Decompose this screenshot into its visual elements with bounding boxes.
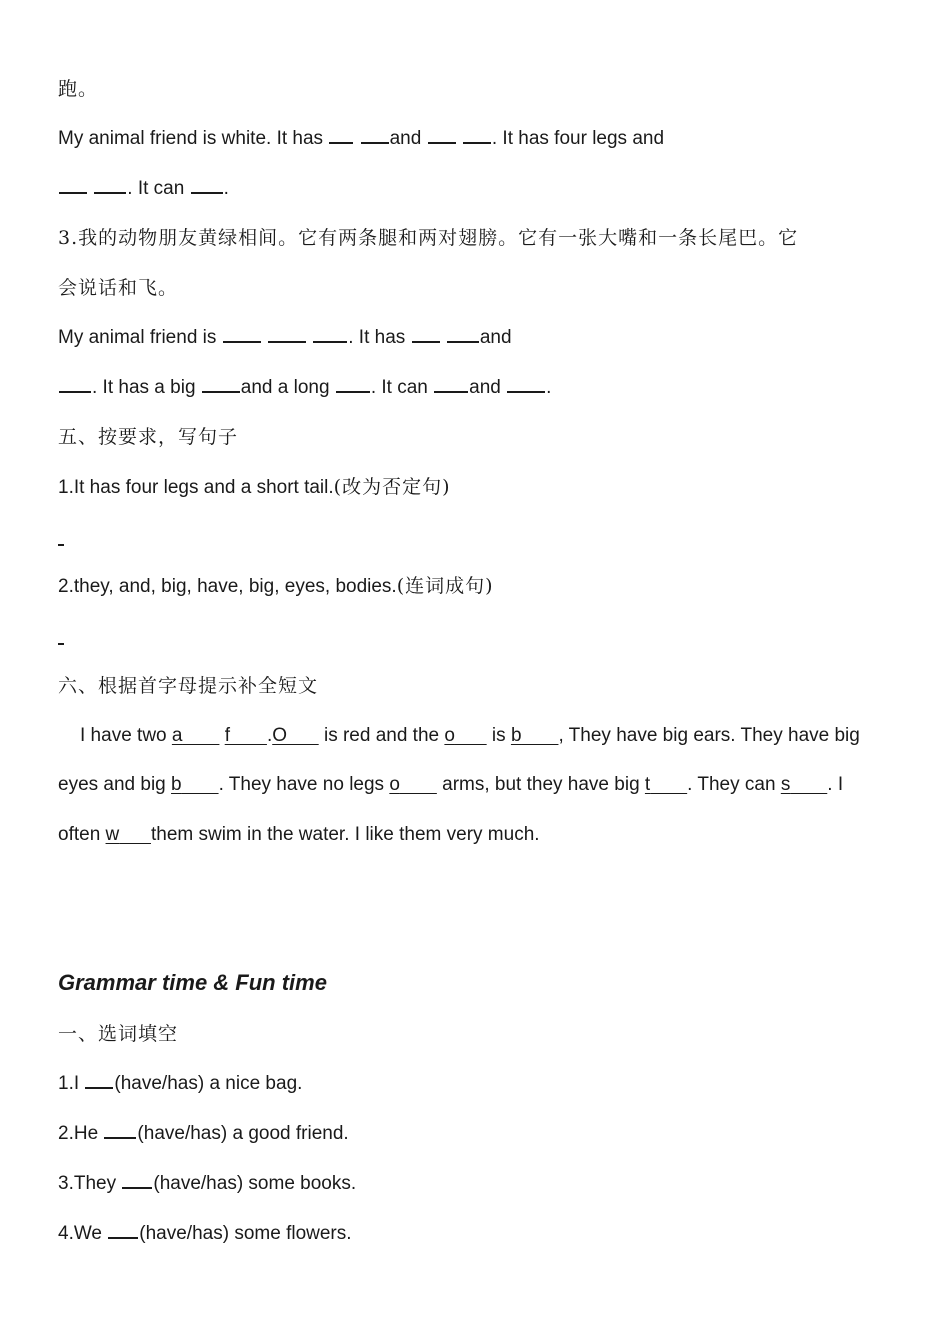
grammar-q3 bbox=[58, 1169, 910, 1198]
hint-o[interactable]: o bbox=[444, 725, 455, 746]
text: . bbox=[223, 178, 229, 199]
text: arms, but they have big bbox=[436, 774, 645, 795]
answer-blank[interactable] bbox=[268, 323, 306, 343]
hint-s[interactable]: s bbox=[780, 774, 791, 795]
grammar-title: Grammar time & Fun time bbox=[58, 970, 327, 995]
grammar-heading: 一、选词填空 bbox=[58, 1023, 179, 1045]
text: 1.I bbox=[58, 1073, 85, 1094]
section-5-q1 bbox=[58, 473, 910, 502]
answer-line-marker[interactable] bbox=[58, 544, 64, 546]
q3-chinese-line-1: 3.我的动物朋友黄绿相间。它有两条腿和两对翅膀。它有一张大嘴和一条长尾巴。它 bbox=[58, 227, 799, 249]
passage-line-1: I have two a f .O is red and the o is b , They have big ears. They have big bbox=[80, 725, 860, 746]
question-text: 1.It has four legs and a short tail. bbox=[58, 477, 334, 498]
answer-blank[interactable] bbox=[85, 1069, 113, 1089]
hint-b[interactable]: b bbox=[171, 774, 182, 795]
q3-english-line-2 bbox=[58, 373, 910, 402]
answer-blank[interactable] bbox=[463, 124, 491, 144]
text: eyes and big bbox=[58, 774, 172, 795]
text: . It can bbox=[370, 377, 434, 398]
answer-blank[interactable] bbox=[428, 124, 456, 144]
text: . They can bbox=[687, 774, 781, 795]
hint-b[interactable]: b bbox=[510, 725, 522, 746]
answer-blank[interactable] bbox=[59, 174, 87, 194]
text: My animal friend is bbox=[58, 327, 222, 348]
answer-blank[interactable] bbox=[361, 124, 389, 144]
answer-blank[interactable] bbox=[434, 373, 468, 393]
hint-w[interactable]: w bbox=[105, 824, 120, 845]
text: often bbox=[58, 824, 106, 845]
text: . bbox=[546, 377, 552, 398]
passage-line-2 bbox=[58, 771, 910, 799]
text: (have/has) some books. bbox=[153, 1173, 357, 1194]
section-6-heading: 六、根据首字母提示补全短文 bbox=[58, 675, 319, 697]
text: 3.They bbox=[58, 1173, 122, 1194]
text: . It has four legs and bbox=[491, 128, 665, 149]
hint-f[interactable]: f bbox=[224, 725, 230, 746]
q3-english-line-1 bbox=[58, 323, 910, 352]
text: (have/has) some flowers. bbox=[139, 1223, 352, 1244]
answer-blank[interactable] bbox=[507, 373, 545, 393]
text: 4.We bbox=[58, 1223, 108, 1244]
answer-blank[interactable] bbox=[94, 174, 126, 194]
text: and bbox=[389, 128, 427, 149]
answer-blank[interactable] bbox=[108, 1219, 138, 1239]
hint-O[interactable]: O bbox=[272, 725, 287, 746]
question-instruction: (改为否定句) bbox=[333, 476, 451, 498]
answer-blank[interactable] bbox=[412, 323, 440, 343]
text: . They have no legs bbox=[218, 774, 390, 795]
answer-blank[interactable] bbox=[202, 373, 240, 393]
answer-blank[interactable] bbox=[59, 373, 91, 393]
passage-line-3 bbox=[58, 821, 910, 849]
answer-blank[interactable] bbox=[313, 323, 347, 343]
text: . It has bbox=[348, 327, 411, 348]
text: is bbox=[486, 725, 511, 746]
answer-blank[interactable] bbox=[191, 174, 223, 194]
text: (have/has) a nice bag. bbox=[114, 1073, 303, 1094]
answer-line-marker[interactable] bbox=[58, 643, 64, 645]
answer-blank[interactable] bbox=[104, 1119, 136, 1139]
grammar-q1 bbox=[58, 1069, 910, 1098]
text: (have/has) a good friend. bbox=[137, 1123, 349, 1144]
text: I have two bbox=[80, 725, 172, 746]
text: them swim in the water. I like them very much. bbox=[150, 824, 540, 845]
section-5-q2 bbox=[58, 572, 910, 601]
answer-blank[interactable] bbox=[223, 323, 261, 343]
answer-blank[interactable] bbox=[447, 323, 479, 343]
text: My animal friend is white. It has bbox=[58, 128, 329, 149]
text: . I bbox=[827, 774, 844, 795]
text: . It can bbox=[127, 178, 190, 199]
q2-english-line-1 bbox=[58, 124, 910, 153]
hint-a[interactable]: a bbox=[171, 725, 183, 746]
text: and bbox=[469, 377, 507, 398]
grammar-q4 bbox=[58, 1219, 910, 1248]
text: , They have big ears. They have big bbox=[558, 725, 860, 746]
text: 2.He bbox=[58, 1123, 104, 1144]
text: is red and the bbox=[318, 725, 445, 746]
text: . It has a big bbox=[92, 377, 201, 398]
answer-blank[interactable] bbox=[336, 373, 370, 393]
answer-blank[interactable] bbox=[329, 124, 353, 144]
hint-o[interactable]: o bbox=[389, 774, 400, 795]
q3-chinese-line-2: 会说话和飞。 bbox=[58, 277, 179, 299]
answer-blank[interactable] bbox=[122, 1169, 152, 1189]
question-text: 2.they, and, big, have, big, eyes, bodies. bbox=[58, 576, 397, 597]
q2-english-line-2 bbox=[58, 174, 910, 203]
text: and a long bbox=[240, 377, 335, 398]
text: and bbox=[479, 327, 512, 348]
section-5-heading: 五、按要求，写句子 bbox=[58, 426, 239, 448]
question-instruction: (连词成句) bbox=[396, 575, 494, 597]
hint-t[interactable]: t bbox=[644, 774, 651, 795]
grammar-q2 bbox=[58, 1119, 910, 1148]
q2-chinese-tail: 跑。 bbox=[58, 78, 99, 100]
